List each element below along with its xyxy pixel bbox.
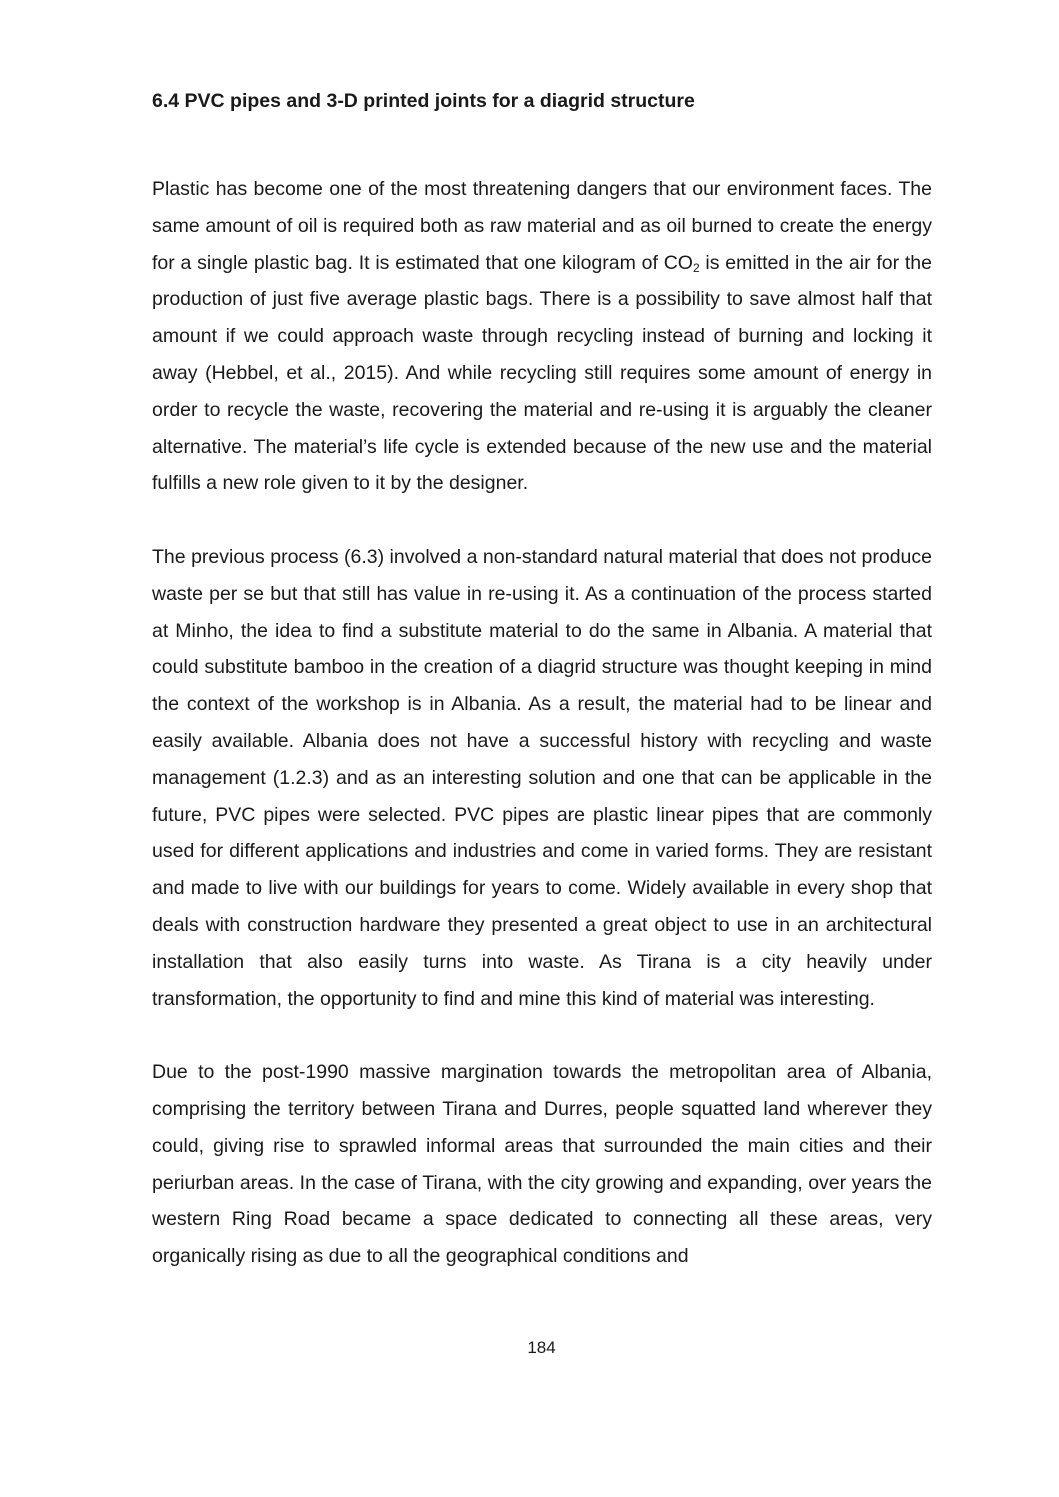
paragraph-plastic-environment	[152, 171, 932, 502]
paragraph-pvc-selection: The previous process (6.3) involved a non-standard natural material that does not produce waste per se but that still has value in re-using it. As a continuation of the process started at Minho, the idea to find a substitute material to do the same in Albania. A material that could substitute bamboo in the creation of a diagrid structure was thought keeping in mind the context of the workshop is in Albania. As a result, the material had to be linear and easily available. Albania does not have a successful history with recycling and waste management (1.2.3) and as an interesting solution and one that can be applicable in the future, PVC pipes were selected. PVC pipes are plastic linear pipes that are commonly used for different applications and industries and come in varied forms. They are resistant and made to live with our buildings for years to come. Widely available in every shop that deals with construction hardware they presented a great object to use in an architectural installation that also easily turns into waste. As Tirana is a city heavily under transformation, the opportunity to find and mine this kind of material was interesting.	[152, 545, 932, 1010]
paragraph-tirana-context: Due to the post-1990 massive margination towards the metropolitan area of Albania, comprising the territory between Tirana and Durres, people squatted land wherever they could, giving rise to sprawled informal areas that surrounded the main cities and their periurban areas. In the case of Tirana, with the city growing and expanding, over years the western Ring Road became a space dedicated to connecting all these areas, very organically rising as due to all the geographical conditions and	[152, 1061, 932, 1268]
document-page	[152, 86, 932, 1312]
paragraph-1-text-end: is emitted in the air for the production of just five average plastic bags. There is a possibility to save almost half that amount if we could approach waste through recycling instead of burning and locking it away (Hebbel, et al., 2015). And while recycling still requires some amount of energy in order to recycle the waste, recovering the material and re-using it is arguably the cleaner alternative. The material’s life cycle is extended because of the new use and the material fulfills a new role given to it by the designer.	[152, 251, 932, 495]
co2-subscript: 2	[692, 260, 700, 275]
section-heading: 6.4 PVC pipes and 3-D printed joints for a diagrid structure	[152, 90, 695, 112]
page-number: 184	[527, 1338, 556, 1357]
paragraph-1-text-start: Plastic has become one of the most threatening dangers that our environment faces. The same amount of oil is required both as raw material and as oil burned to create the energy for a single plastic bag. It is estimated that one kilogram of CO	[152, 178, 932, 274]
